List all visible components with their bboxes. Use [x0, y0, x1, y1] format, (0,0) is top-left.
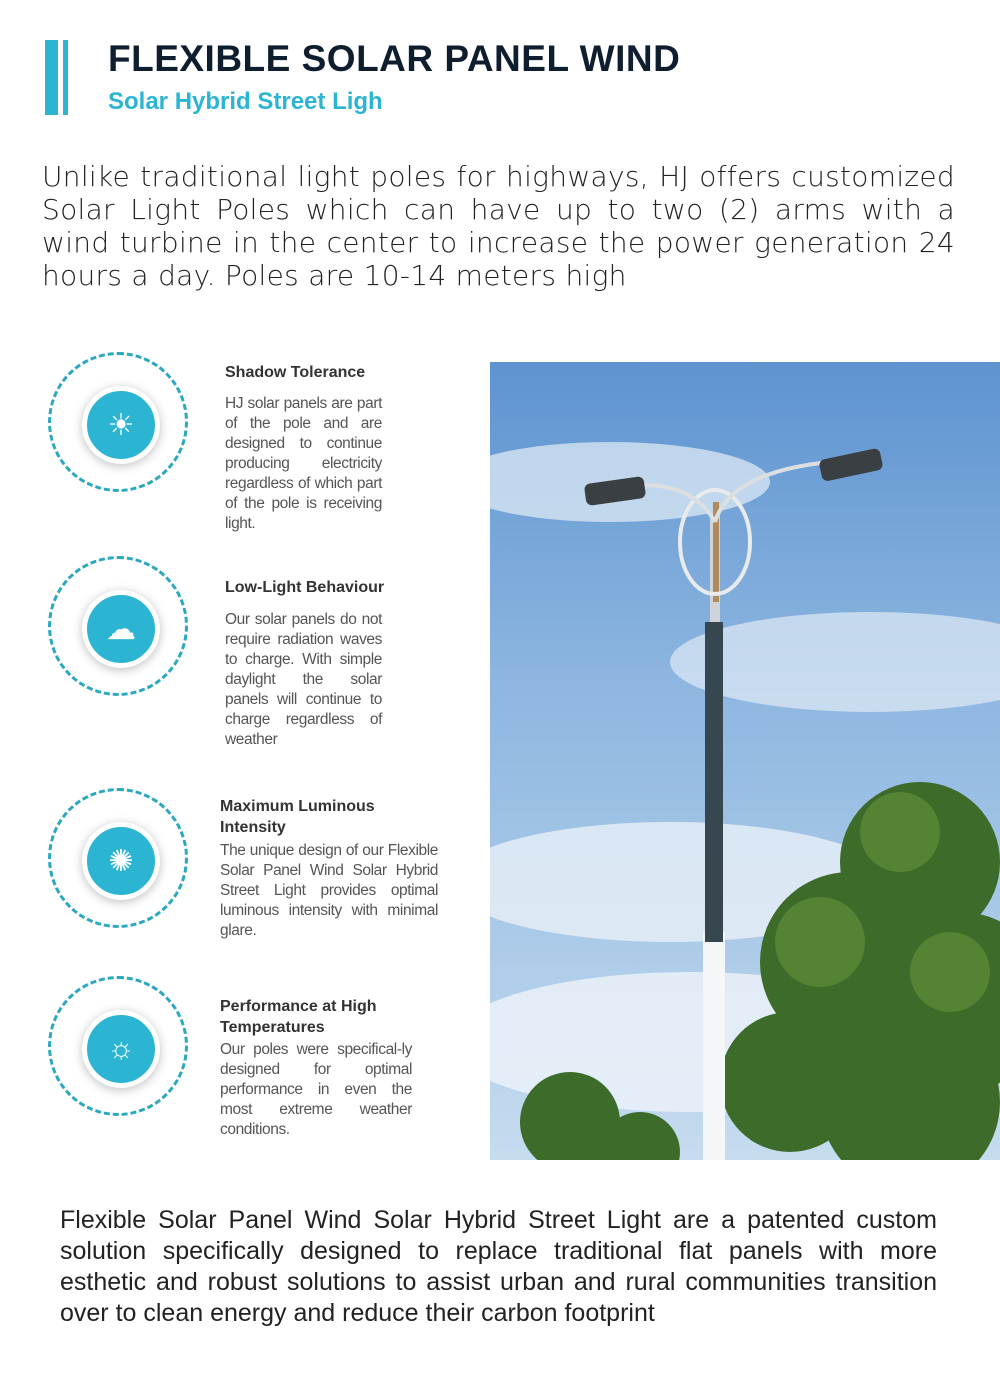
street-light-photo — [490, 362, 1000, 1160]
light-icon: ✺ — [82, 822, 160, 900]
feature-ring — [48, 788, 188, 928]
feature-title: Low-Light Behaviour — [225, 579, 385, 596]
feature-title: Performance at High Temperatures — [220, 998, 377, 1036]
feature-ring — [48, 352, 188, 492]
cloud-icon: ☁ — [82, 590, 160, 668]
feature-title: Shadow Tolerance — [225, 364, 366, 381]
feature-body: Our solar panels do not require radiation waves to charge. With simple daylight the solar panels will continue to charge regardless of weather — [225, 611, 382, 748]
feature-ring — [48, 976, 188, 1116]
intro-paragraph: Unlike traditional light poles for highways, HJ offers customized Solar Light Poles which can have up to two (2) arms with a wind turbine in the center to increase the power generation 24 hours a day. Poles are 10-14 meters high — [42, 160, 955, 292]
page-title: FLEXIBLE SOLAR PANEL WIND — [108, 38, 681, 79]
feature-body: Our poles were specifical-ly designed for optimal performance in even the most extreme weather conditions. — [220, 1041, 412, 1138]
page-subtitle: Solar Hybrid Street Ligh — [108, 88, 383, 115]
closing-paragraph: Flexible Solar Panel Wind Solar Hybrid Street Light are a patented custom solution specifically designed to replace traditional flat panels with more esthetic and robust solutions to assist urban and rural communities transition over to clean energy and reduce their carbon footprint — [60, 1206, 937, 1327]
feature-title: Maximum Luminous Intensity — [220, 798, 375, 836]
feature-body: HJ solar panels are part of the pole and are designed to continue producing electricity regardless of which part of the pole is receiving light. — [225, 395, 382, 532]
feature-ring — [48, 556, 188, 696]
sun-panel-icon: ☀ — [82, 386, 160, 464]
thermometer-sun-icon: ☼ — [82, 1010, 160, 1088]
feature-body: The unique design of our Flexible Solar Panel Wind Solar Hybrid Street Light provides optimal luminous intensity with minimal glare. — [220, 842, 438, 939]
accent-bar-thin — [63, 40, 68, 115]
accent-bar — [45, 40, 58, 115]
